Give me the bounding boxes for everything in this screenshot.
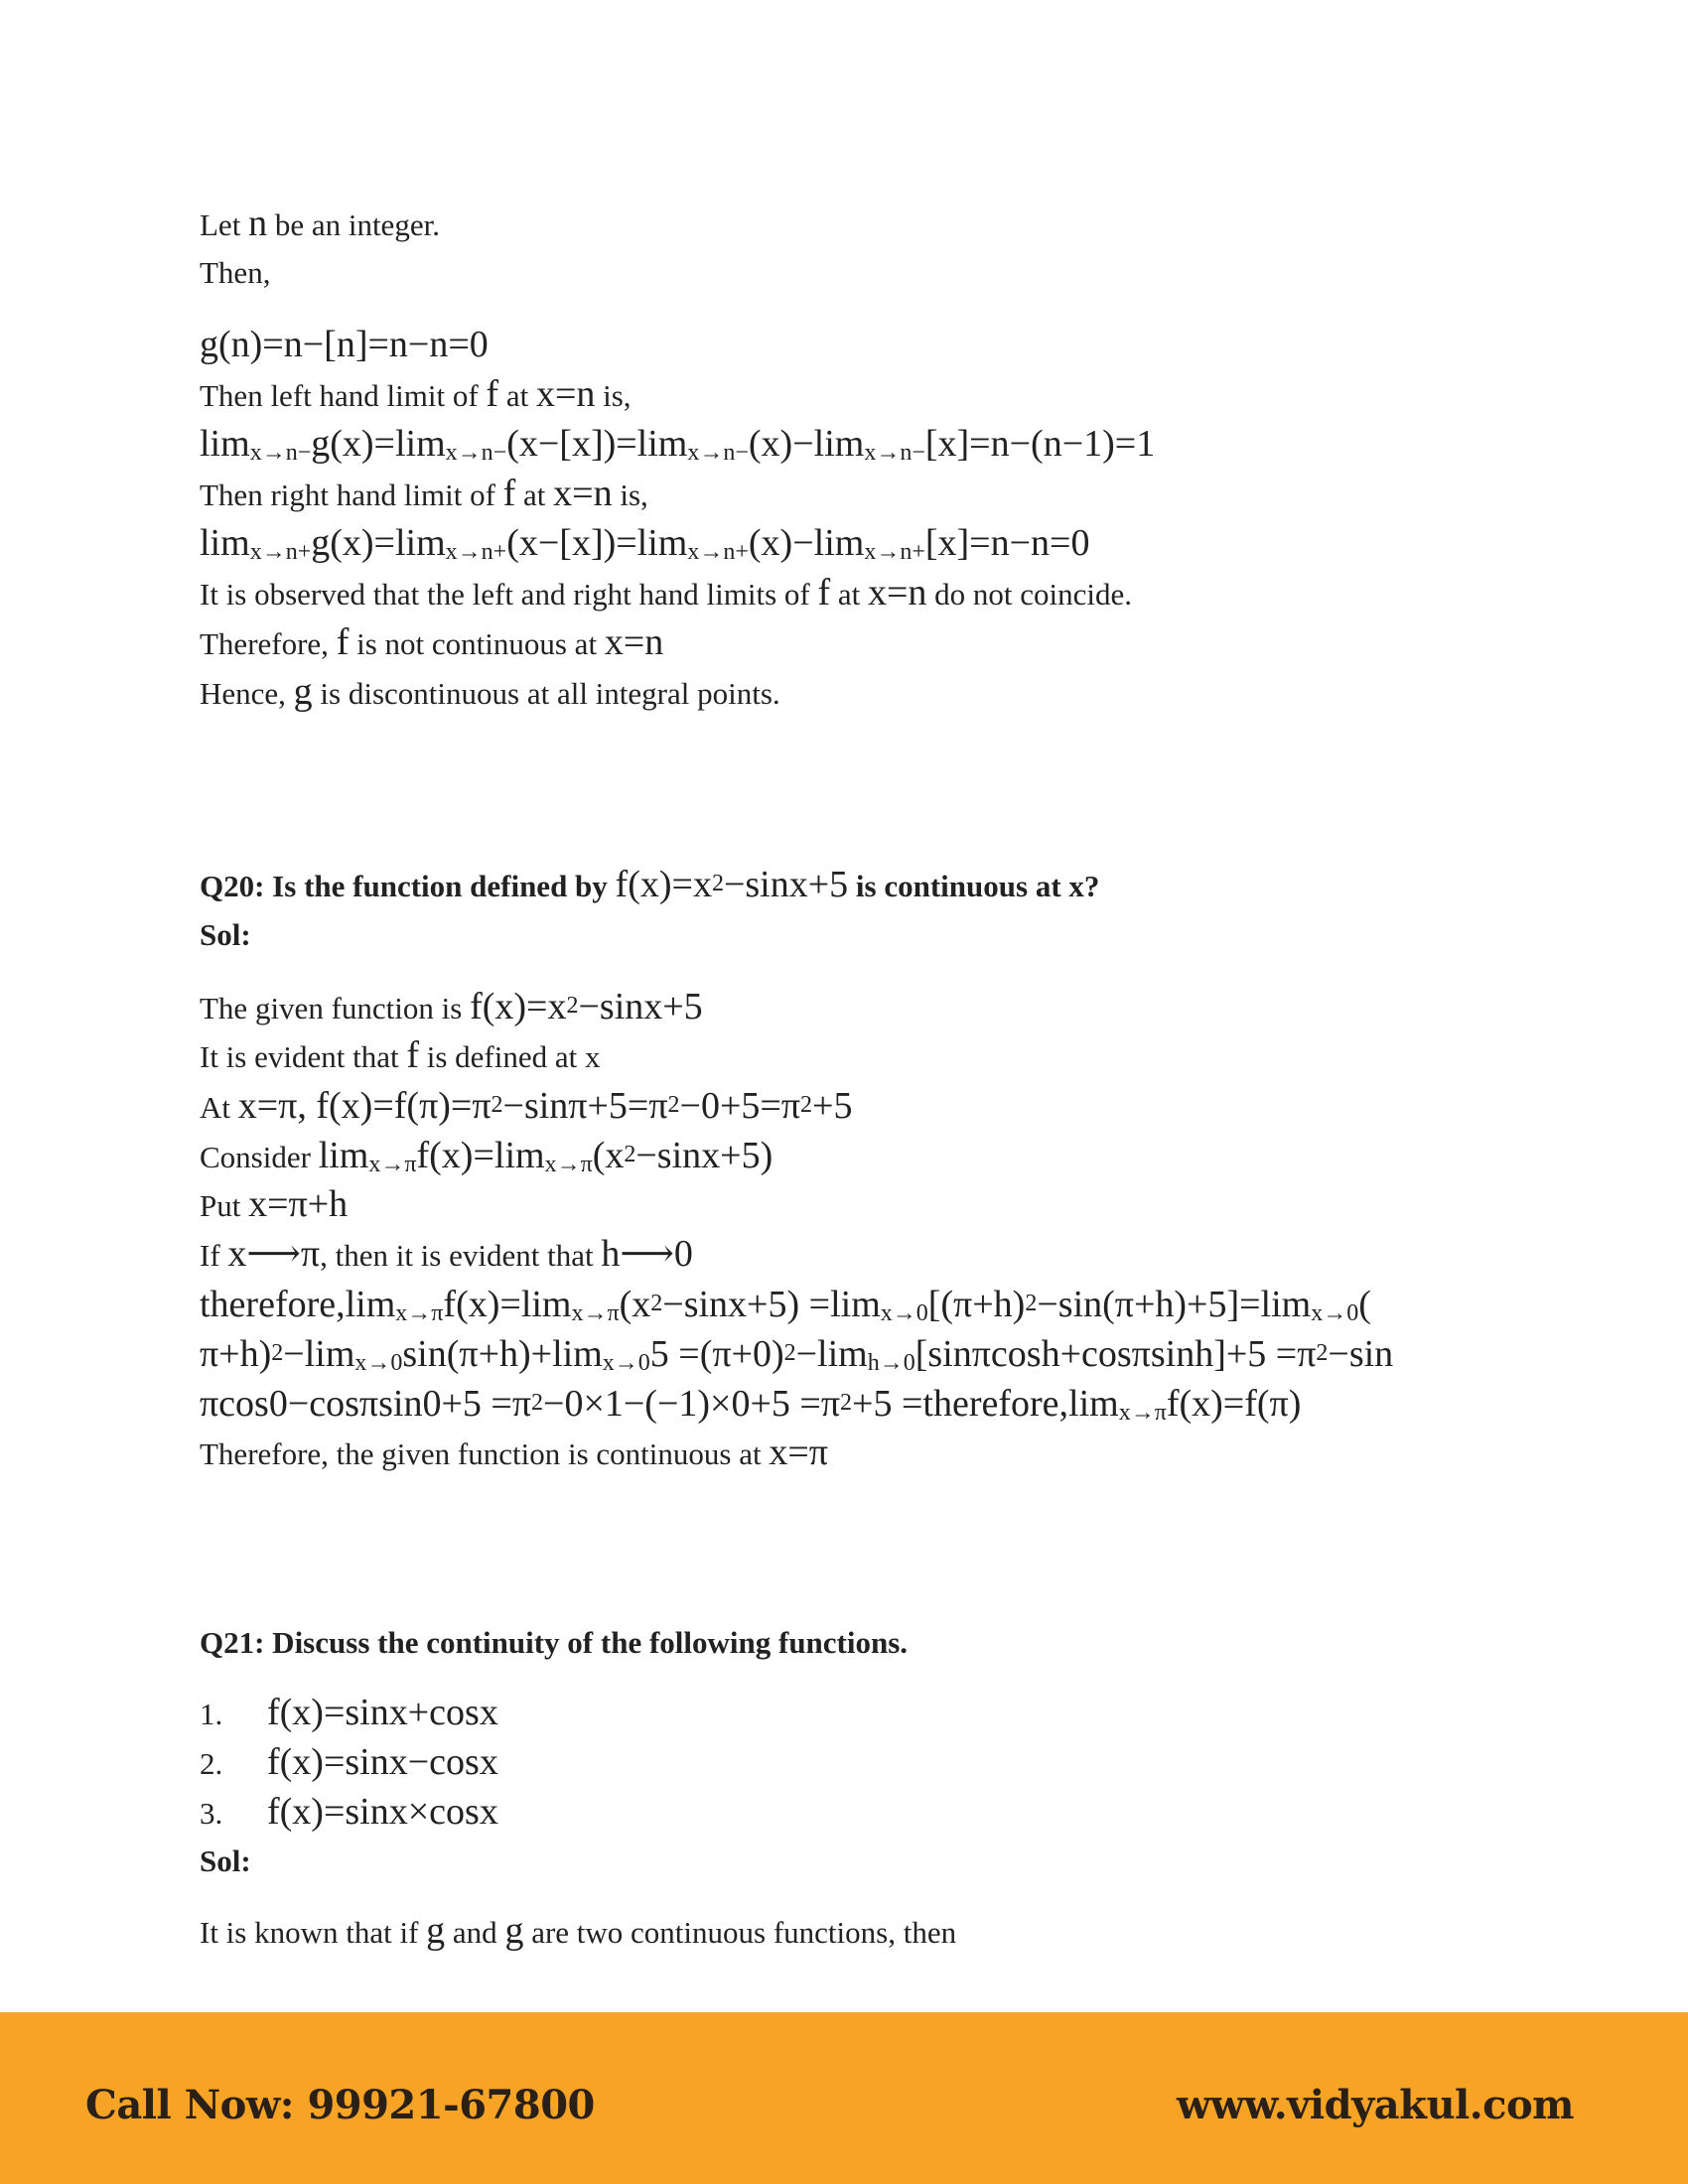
question-heading: Q20: Is the function defined by $f(x)=x^2-\sin x+5$ is continuous at x? [200, 864, 1100, 905]
math-line: $\pi+h)^2-\lim_{x\to 0}\sin(\pi+h)+\lim_{x\to 0}5 =(\pi+0)^2-\lim_{h\to 0}[\sin\pi\cosh+\cos\pi\sinh]+5 =\pi^2-\sin$ [200, 1333, 1394, 1376]
call-now-phone[interactable]: Call Now: 99921-67800 [85, 2082, 595, 2128]
text-line: At x=π, $f(x)=f(\pi)=\pi^2-\sin\pi+5=\pi^2-0+5=\pi^2+5$ [200, 1085, 853, 1127]
text-line: Then right hand limit of f at x=n is, [200, 473, 648, 514]
question-heading: Q21: Discuss the continuity of the following functions. [200, 1625, 909, 1660]
math-line: $\pi\cos 0-\cos\pi\sin 0+5 =\pi^2-0\times 1-(-1)\times 0+5 =\pi^2+5$ $=therefore,\lim_{x\to\pi}f(x)=f(\pi)$ [200, 1383, 1302, 1426]
text-line: It is observed that the left and right hand limits of f at x=n do not coincide. [200, 572, 1133, 614]
solution-label: Sol: [200, 917, 251, 952]
math-line: $\lim_{x\to n+}g(x)=\lim_{x\to n+}(x-[x])=\lim_{x\to n+}(x)-\lim_{x\to n+}[x]=n-n=0$ [200, 522, 1090, 565]
text-line: Therefore, the given function is continuous at x=π [200, 1432, 828, 1473]
list-item: 3. f(x)=sinx×cosx [200, 1791, 498, 1833]
math-line: g(n)=n−[n]=n−n=0 [200, 324, 489, 365]
text-line: Then left hand limit of f at x=n is, [200, 373, 632, 415]
solution-label: Sol: [200, 1843, 251, 1878]
text-line: Then, [200, 255, 271, 290]
text-line: The given function is $f(x)=x^2-\sin x+5$ [200, 986, 703, 1027]
math-line: $therefore,\lim_{x\to\pi}f(x)=\lim_{x\to\pi}(x^2-\sin x+5) =\lim_{x\to 0}[(\pi+h)^2-\sin(\pi+h)+5]=\lim_{x\to 0}$( [200, 1284, 1371, 1326]
text-line: It is known that if g and g are two continuous functions, then [200, 1910, 957, 1952]
website-link[interactable]: www.vidyakul.com [1176, 2082, 1574, 2128]
text-line: Therefore, f is not continuous at x=n [200, 621, 664, 663]
text-line: Hence, g is discontinuous at all integral points. [200, 671, 780, 713]
footer-banner [0, 2012, 1688, 2184]
text-line: Put x=π+h [200, 1183, 349, 1225]
list-item: 2. f(x)=sinx−cosx [200, 1741, 498, 1783]
list-item: 1. f(x)=sinx+cosx [200, 1692, 498, 1733]
math-line: $\lim_{x\to n-}g(x)=\lim_{x\to n-}(x-[x])=\lim_{x\to n-}(x)-\lim_{x\to n-}[x]=n-(n-1)=1$ [200, 423, 1156, 466]
text-line: It is evident that f is defined at x [200, 1034, 601, 1076]
text-line: Let n be an integer. [200, 203, 440, 244]
text-line: Consider $\lim_{x\to\pi}f(x)=\lim_{x\to\pi}(x^2-\sin x+5)$ [200, 1135, 774, 1177]
text-line: If x⟶π, then it is evident that h⟶0 [200, 1233, 693, 1275]
